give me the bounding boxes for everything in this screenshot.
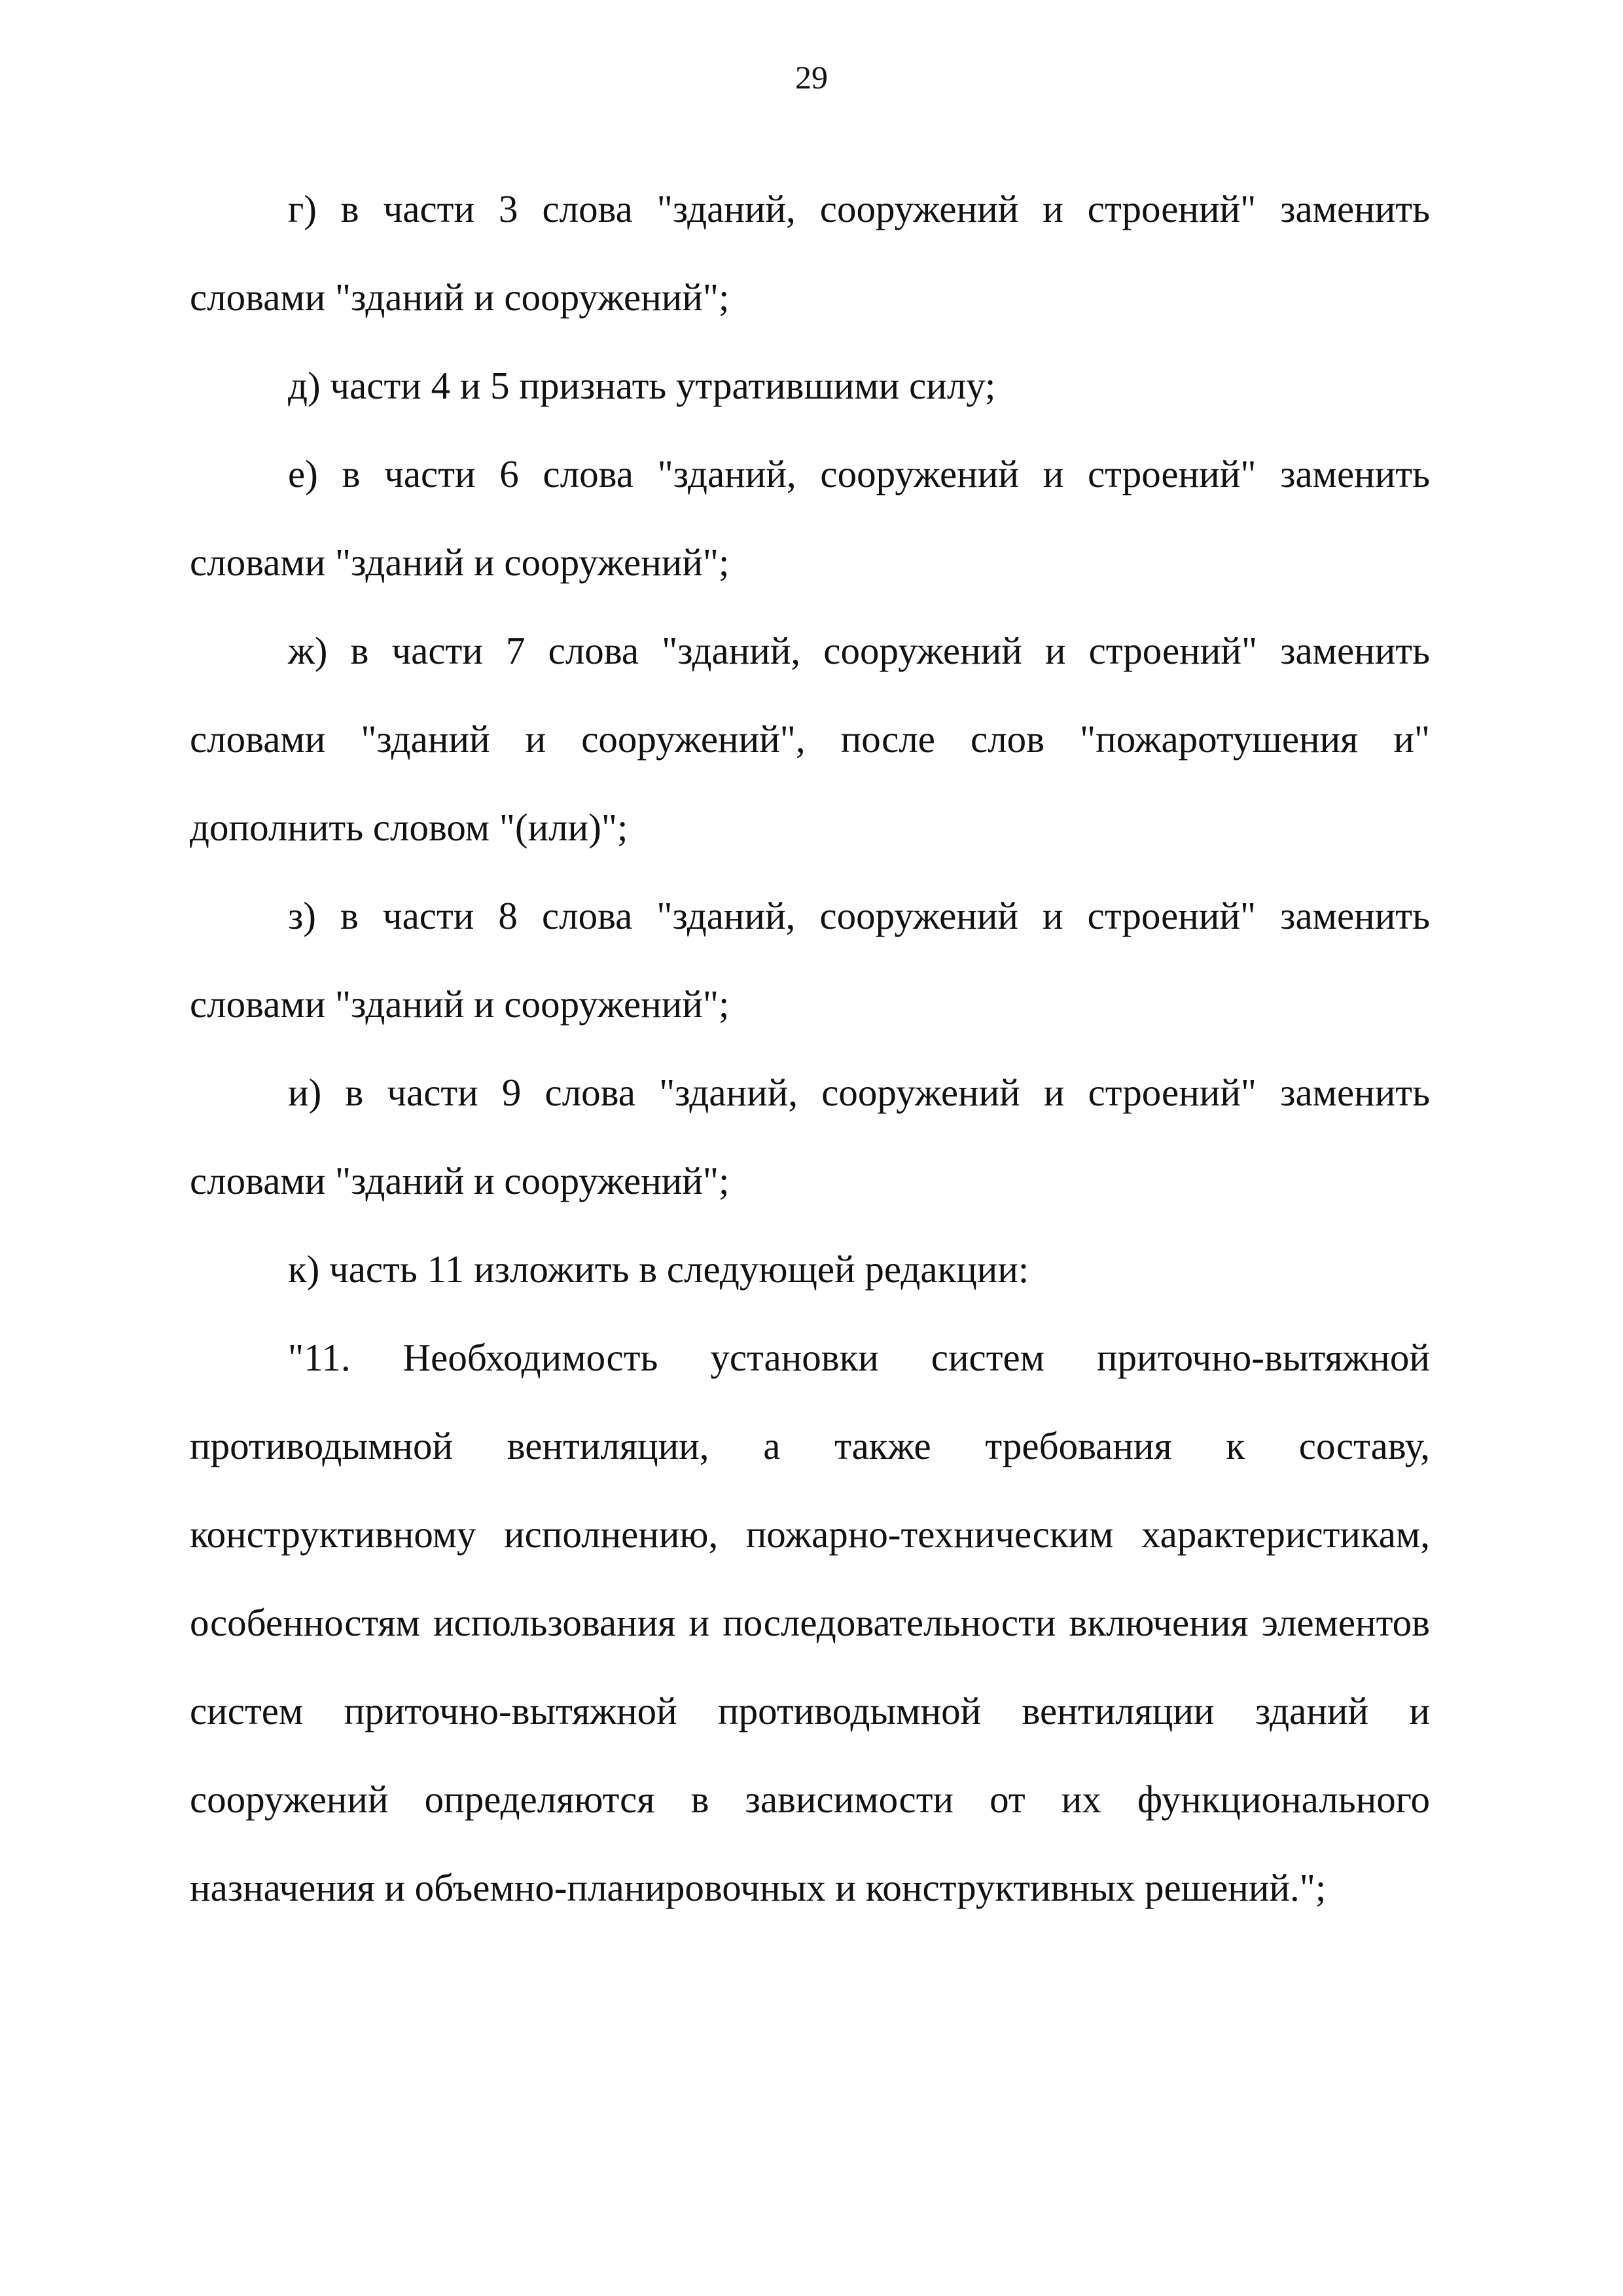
amendment-item-d: д) части 4 и 5 признать утратившими силу; [288, 364, 996, 407]
amendment-item-e: е) в части 6 слова "зданий, сооружений и строений" заменить словами "зданий и сооружений"; [190, 452, 1430, 584]
amendment-item-k: к) часть 11 изложить в следующей редакции: [288, 1247, 1029, 1291]
amendment-item-g: г) в части 3 слова "зданий, сооружений и строений" заменить словами "зданий и сооружений"; [190, 187, 1430, 319]
quoted-part-11: "11. Необходимость установки систем приточно-вытяжной противодымной вентиляции, а также требования к составу, конструктивному исполнению, пожарно-техническим характеристикам, особенностям использования и последовательности включения элементов систем приточно-вытяжной противодымной вентиляции зданий и сооружений определяются в зависимости от их функционального назначения и объемно-планировочных и конструктивных решений."; [190, 1336, 1430, 1909]
amendment-item-z: з) в части 8 слова "зданий, сооружений и строений" заменить словами "зданий и сооружений"; [190, 894, 1430, 1026]
amendment-item-i: и) в части 9 слова "зданий, сооружений и строений" заменить словами "зданий и сооружений"; [190, 1071, 1430, 1202]
page-number: 29 [795, 59, 828, 96]
amendment-item-zh: ж) в части 7 слова "зданий, сооружений и строений" заменить словами "зданий и сооружений", после слов "пожаротушения и" дополнить словом "(или)"; [190, 629, 1430, 849]
document-body [190, 165, 1430, 1932]
